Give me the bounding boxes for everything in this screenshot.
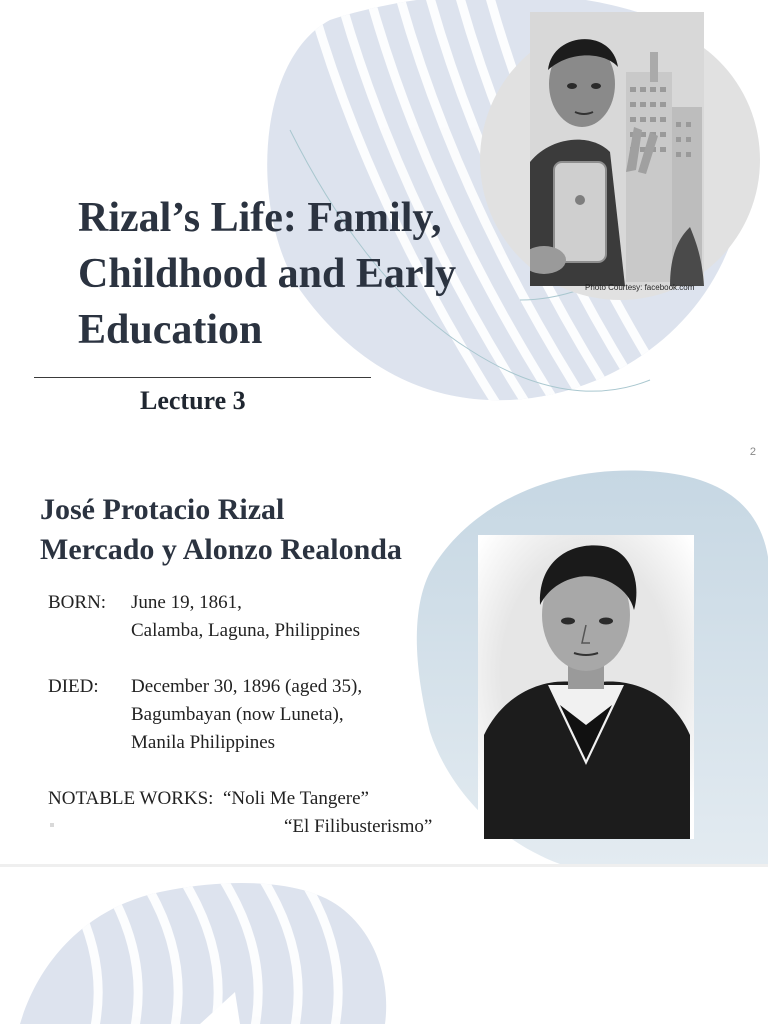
died-date: December 30, 1896 (aged 35), <box>131 676 363 697</box>
work-noli: “Noli Me Tangere” <box>222 788 369 809</box>
born-place: Calamba, Laguna, Philippines <box>131 620 361 641</box>
died-label: DIED: <box>48 676 99 697</box>
biography-slide <box>0 432 768 864</box>
work-fili: “El Filibusterismo” <box>284 816 433 837</box>
title-line-3: Education <box>78 307 263 353</box>
born-date: June 19, 1861, <box>131 592 242 613</box>
page-number: 2 <box>749 446 756 458</box>
next-slide-partial <box>0 867 768 1024</box>
full-name-heading <box>40 490 500 570</box>
slide-title <box>78 190 518 358</box>
notable-works-info <box>48 785 432 841</box>
decorative-background-shape <box>0 867 768 1024</box>
bullet-marker <box>50 823 54 827</box>
name-line-2: Mercado y Alonzo Realonda <box>40 533 402 566</box>
name-line-1: José Protacio Rizal <box>40 493 285 526</box>
lecture-subtitle: Lecture 3 <box>140 386 246 415</box>
rizal-portrait-photo <box>478 535 694 839</box>
died-info <box>48 673 362 757</box>
title-line-2: Childhood and Early <box>78 251 457 297</box>
born-label: BORN: <box>48 592 107 613</box>
title-divider <box>34 377 371 378</box>
born-info <box>48 589 360 645</box>
died-place-line-2: Manila Philippines <box>131 732 276 753</box>
photo-credit: Photo Courtesy: facebook.com <box>585 283 695 292</box>
title-slide <box>0 0 768 432</box>
works-label: NOTABLE WORKS: <box>48 788 214 809</box>
rizal-selfie-illustration <box>530 12 704 286</box>
died-place-line-1: Bagumbayan (now Luneta), <box>131 704 344 725</box>
title-line-1: Rizal’s Life: Family, <box>78 195 442 241</box>
